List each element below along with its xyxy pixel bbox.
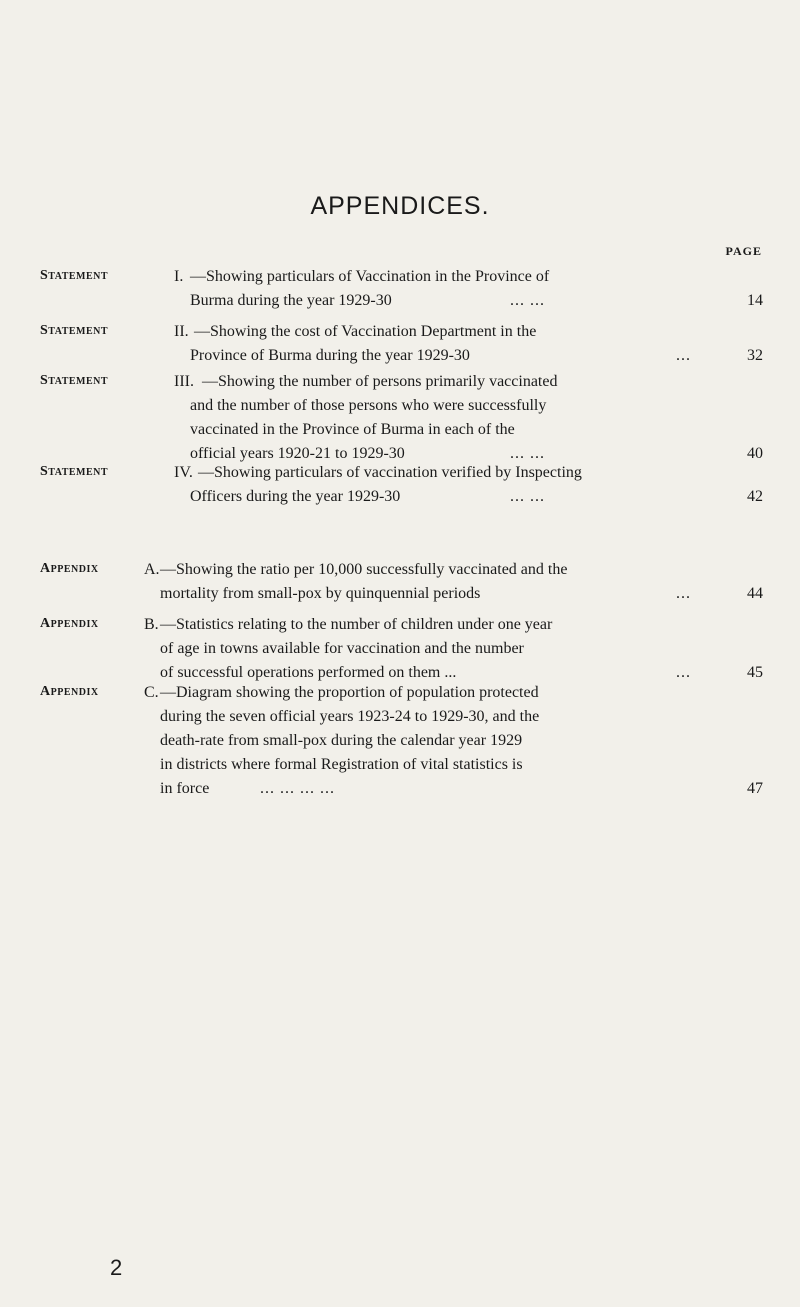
entry-number: III.: [174, 373, 194, 390]
leader-dots: ... ...: [510, 445, 545, 462]
entry-line: —Diagram showing the proportion of population protected: [160, 684, 539, 701]
entry-line: of successful operations performed on them ...: [160, 664, 457, 681]
page-number: 2: [110, 1255, 123, 1280]
entry-number: B.: [144, 616, 159, 633]
entry-number: II.: [174, 323, 189, 340]
entry-number: IV.: [174, 464, 193, 481]
entry-line: during the seven official years 1923-24 to 1929-30, and the: [160, 708, 540, 725]
entry-kind: Statement: [40, 373, 109, 388]
entry-line: —Showing particulars of vaccination verified by Inspecting: [198, 464, 582, 481]
page-ref[interactable]: 47: [747, 780, 763, 797]
entry-number: I.: [174, 268, 184, 285]
entry-number: C.: [144, 684, 159, 701]
page-column-label: PAGE: [725, 244, 762, 258]
leader-dots: ... ...: [510, 292, 545, 309]
entry-line: —Showing particulars of Vaccination in the Province of: [190, 268, 550, 285]
entry-line: death-rate from small-pox during the calendar year 1929: [160, 732, 523, 749]
entry-kind: Statement: [40, 268, 109, 283]
page-ref[interactable]: 42: [747, 488, 763, 505]
entry-line: Officers during the year 1929-30: [190, 488, 401, 505]
page-title: APPENDICES.: [310, 192, 490, 220]
entry-line: —Showing the number of persons primarily vaccinated: [202, 373, 558, 390]
leader-dots: ... ...: [510, 488, 545, 505]
leader-dots: ...: [676, 585, 691, 602]
entry-line: in districts where formal Registration of vital statistics is: [160, 756, 523, 773]
entry-line: official years 1920-21 to 1929-30: [190, 445, 405, 462]
entry-kind: Appendix: [40, 684, 99, 699]
entry-line: vaccinated in the Province of Burma in each of the: [190, 421, 515, 438]
entry-number: A.: [144, 561, 160, 578]
entry-kind: Statement: [40, 323, 109, 338]
entry-line: Province of Burma during the year 1929-30: [190, 347, 470, 364]
entry-kind: Statement: [40, 464, 109, 479]
entry-line: in force: [160, 780, 210, 797]
entry-line: and the number of those persons who were successfully: [190, 397, 547, 414]
entry-kind: Appendix: [40, 616, 99, 631]
entry-line: of age in towns available for vaccination and the number: [160, 640, 524, 657]
entry-line: —Showing the cost of Vaccination Department in the: [194, 323, 537, 340]
leader-dots: ...: [676, 347, 691, 364]
page-ref[interactable]: 14: [747, 292, 763, 309]
entry-line: —Statistics relating to the number of children under one year: [160, 616, 553, 633]
page-ref[interactable]: 32: [747, 347, 763, 364]
entry-kind: Appendix: [40, 561, 99, 576]
page-ref[interactable]: 44: [747, 585, 763, 602]
entry-line: Burma during the year 1929-30: [190, 292, 392, 309]
page-ref[interactable]: 45: [747, 664, 763, 681]
entry-line: —Showing the ratio per 10,000 successfully vaccinated and the: [160, 561, 568, 578]
page-ref[interactable]: 40: [747, 445, 763, 462]
leader-dots: ...: [676, 664, 691, 681]
leader-dots: ... ... ... ...: [260, 780, 335, 797]
entry-line: mortality from small-pox by quinquennial periods: [160, 585, 481, 602]
